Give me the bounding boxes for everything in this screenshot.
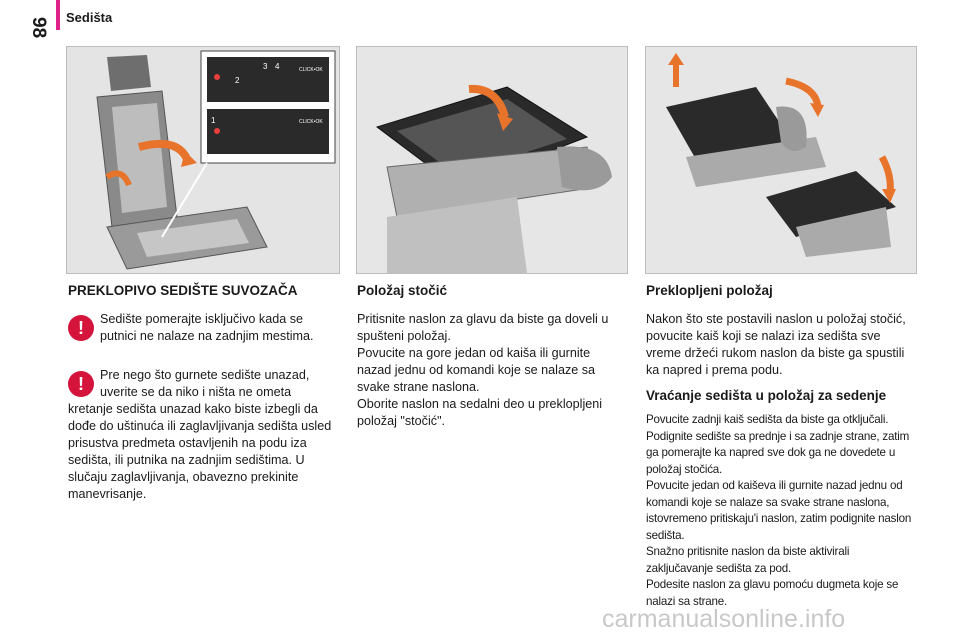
callout-label: CLICK•OK <box>299 119 323 125</box>
section-accent-bar <box>56 0 60 30</box>
step-number: 2 <box>235 76 240 85</box>
warning-text: Pre nego što gurnete sedište unazad, uverite se da niko i ništa ne ometa <box>100 368 310 399</box>
paragraph: Podesite naslon za glavu pomoću dugmeta koje se nalazi sa strane. <box>646 578 899 608</box>
page-number: 98 <box>28 17 49 39</box>
paragraph: Oborite naslon na sedalni deo u preklopljeni položaj "stočić". <box>357 397 603 428</box>
seat-illustration-folded <box>645 46 917 274</box>
column-folded-position <box>646 282 916 610</box>
heading-folded-position: Preklopljeni položaj <box>646 283 773 298</box>
warning-icon: ! <box>68 371 94 397</box>
paragraph: Pritisnite naslon za glavu da biste ga doveli u spušteni položaj. <box>357 312 609 343</box>
column-table-position <box>357 282 627 430</box>
step-number: 3 <box>263 62 268 71</box>
warning-text: Sedište pomerajte isključivo kada se putnici ne nalaze na zadnjim mestima. <box>100 312 314 343</box>
paragraph: Snažno pritisnite naslon da biste aktivirali zaključavanje sedišta za pod. <box>646 545 850 575</box>
paragraph: Povucite zadnji kaiš sedišta da biste ga otključali. Podignite sedište sa prednje i sa zadnje strane, zatim ga pomerajte ka napred sve dok ga ne dovedete u položaj stočića. <box>646 413 910 476</box>
warning-text-continued: kretanje sedišta unazad kako biste izbegli da dođe do uštinuća ili zaglavljivanja sedišta usled prisustva predmeta ostavljenih na podu iza sedišta, ili putnika na zadnjim sedištima. U slučaju zaglavljivanja, obavezno prekinite manevrisanje. <box>68 402 332 501</box>
heading-table-position: Položaj stočić <box>357 283 448 298</box>
paragraph: Povucite na gore jedan od kaiša ili gurnite nazad jednu od komandi koje se nalaze sa svake strane naslona. <box>357 346 596 394</box>
watermark: carmanualsonline.info <box>602 605 846 633</box>
heading-folding-seat: PREKLOPIVO SEDIŠTE SUVOZAČA <box>68 283 298 298</box>
paragraph: Nakon što ste postavili naslon u položaj stočić, povucite kaiš koji se nalazi iza sedišta sve vreme držeći rukom naslon da biste ga spustili ka napred i prema podu. <box>646 312 906 377</box>
warning-icon: ! <box>68 315 94 341</box>
column-folding-seat <box>68 282 340 525</box>
section-title: Sedišta <box>66 10 113 25</box>
heading-return-seat: Vraćanje sedišta u položaj za sedenje <box>646 388 887 403</box>
step-number: 4 <box>275 62 280 71</box>
seat-illustration-folding <box>66 46 340 274</box>
paragraph: Povucite jedan od kaiševa ili gurnite nazad jednu od komandi koje se nalaze sa svake strane naslona, istovremeno pritiskaju'i naslon, zatim podignite naslon sedišta. <box>646 479 912 542</box>
step-number: 1 <box>211 116 216 125</box>
warning-block <box>68 311 340 345</box>
seat-illustration-table <box>356 46 628 274</box>
callout-label: CLICK•OK <box>299 67 323 73</box>
warning-block <box>68 367 340 503</box>
